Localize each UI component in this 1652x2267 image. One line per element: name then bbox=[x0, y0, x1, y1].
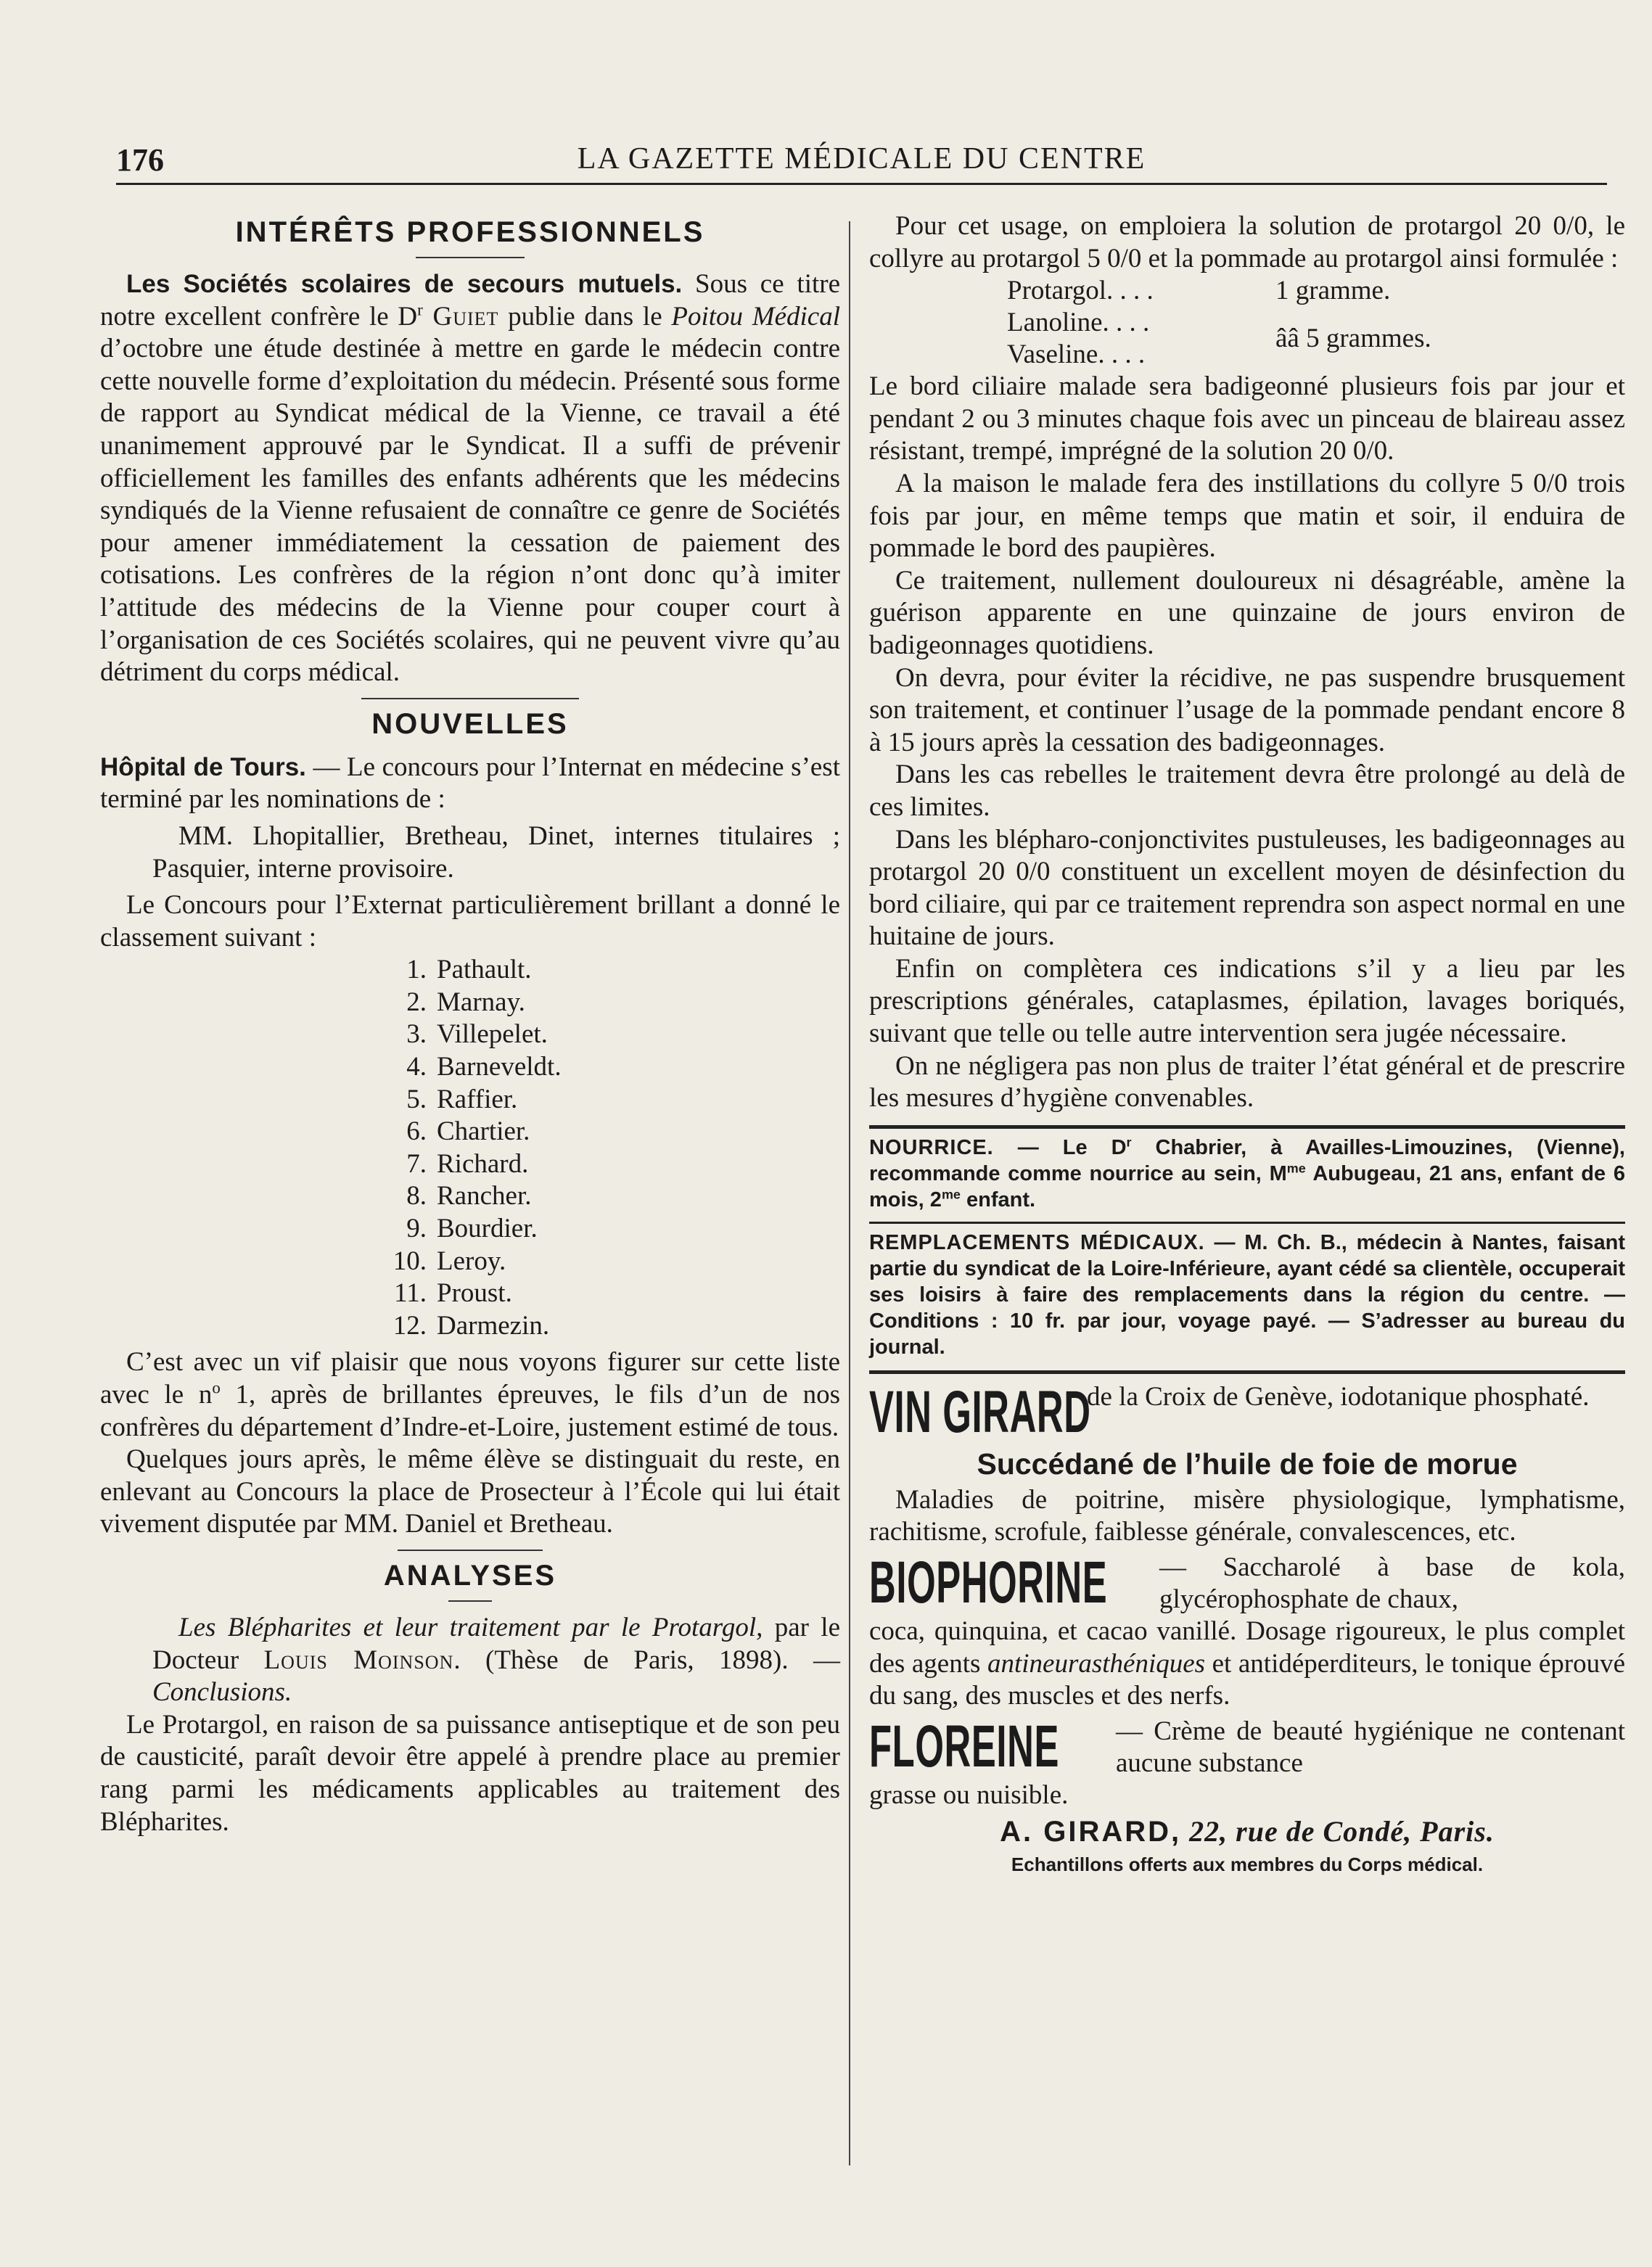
analysis-title: Les Blépharites et leur traitement par le Protargol, bbox=[178, 1612, 763, 1642]
ranking-number: 4. bbox=[406, 1052, 427, 1082]
ranking-name: Proust. bbox=[437, 1278, 512, 1309]
journal-title: LA GAZETTE MÉDICALE DU CENTRE bbox=[577, 142, 1146, 176]
ad-vin-uses: Maladies de poitrine, misère physiologique, lymphatisme, rachitisme, scrofule, faiblesse générale, convalescences, etc. bbox=[869, 1484, 1625, 1547]
ad-floreine-description: grasse ou nuisible. bbox=[869, 1780, 1069, 1810]
article-hopital-tours: Hôpital de Tours. — Le concours pour l’Internat en médecine s’est terminé par les nominations de : bbox=[100, 752, 840, 815]
separator-rule bbox=[398, 1550, 543, 1551]
ranking-name: Chartier. bbox=[437, 1116, 530, 1147]
ranking-item bbox=[369, 1180, 840, 1213]
externat-ranking-list bbox=[100, 954, 840, 1342]
ranking-number: 3. bbox=[406, 1019, 427, 1050]
analysis-paragraph-3: A la maison le malade fera des instillations du collyre 5 0/0 trois fois par jour, en même temps que matin et soir, il enduira de pommade le bord des paupières. bbox=[869, 468, 1625, 564]
conclusions-label: Conclusions. bbox=[152, 1677, 292, 1708]
ad-product-name: FLOREINE bbox=[869, 1713, 1059, 1780]
ad-biophorine-description: coca, quinquina, et cacao vanillé. Dosage rigoureux, le plus complet des agents antineurasthéniques et antidéperditeurs, le tonique éprouvé du sang, des muscles et des nerfs. bbox=[869, 1616, 1625, 1711]
ranking-name: Villepelet. bbox=[437, 1019, 548, 1050]
notice-label: NOURRICE. bbox=[869, 1135, 994, 1159]
ranking-number: 12. bbox=[393, 1310, 427, 1341]
ranking-name: Darmezin. bbox=[437, 1310, 550, 1341]
article-societes-scolaires: Les Sociétés scolaires de secours mutuels. Sous ce titre notre excellent confrère le $D^r$ Guiet publie dans le Poitou Médical d’octobre une étude destinée à mettre en garde le médecin contre cette nouvelle forme d’exploitation du médecin. Présenté sous forme de rapport au Syndicat médical de la Vienne, ce travail a été unanimement approuvé par le Syndicat. Il a suffi de prévenir officiellement les familles des enfants adhérents que les médecins syndiqués de la Vienne refusaient de connaître ce genre de Sociétés pour amener immédiatement la cessation de paiement des cotisations. Les confrères de la région n’ont donc qu’à imiter l’attitude des médecins de la Vienne pour couper court à l’organisation de ces Sociétés scolaires, qui ne peuvent vivre qu’au détriment du corps médical. bbox=[100, 269, 840, 688]
analysis-paragraph-7: Dans les blépharo-conjonctivites pustuleuses, les badigeonnages au protargol 20 0/0 constituent un excellent moyen de désinfection du bord ciliaire, qui par ce traitement reprendra son aspect normal en une huitaine de jours. bbox=[869, 824, 1625, 952]
ad-vin-girard: VIN GIRARD de la Croix de Genève, iodotanique phosphaté. bbox=[869, 1378, 1590, 1445]
externat-intro: Le Concours pour l’Externat particulièrement brillant a donné le classement suivant : bbox=[100, 890, 840, 953]
formula-row-protargol: Protargol. . . . 1 gramme. bbox=[1007, 275, 1391, 305]
ranking-name: Rancher. bbox=[437, 1181, 532, 1211]
ranking-name: Barneveldt. bbox=[437, 1052, 562, 1082]
ad-rule bbox=[869, 1370, 1625, 1374]
section-rule bbox=[416, 257, 525, 258]
analysis-paragraph-4: Ce traitement, nullement douloureux ni désagréable, amène la guérison apparente en une quinzaine de jours environ de badigeonnages quotidiens. bbox=[869, 565, 1625, 660]
ranking-number: 7. bbox=[406, 1148, 427, 1179]
analysis-paragraph-usage: Pour cet usage, on emploiera la solution de protargol 20 0/0, le collyre au protargol 5 0/0 et la pommade au protargol ainsi formulée : bbox=[869, 211, 1625, 273]
article-subhead: Hôpital de Tours. bbox=[100, 752, 306, 781]
left-column bbox=[100, 210, 840, 1838]
ad-floreine: FLOREINE — Crème de beauté hygiénique ne contenant aucune substance bbox=[869, 1713, 1625, 1780]
notice-nourrice: NOURRICE. — Le $D^r$ Chabrier, à Availles-Limouzines, (Vienne), recommande comme nourrice au sein, $M^{me}$ Aubugeau, 21 ans, enfant de 6 mois, $2^{me}$ enfant. bbox=[869, 1135, 1625, 1211]
ranking-number: 8. bbox=[406, 1181, 427, 1211]
ad-product-name: VIN GIRARD bbox=[869, 1378, 1091, 1445]
ad-vin-subtitle: Succédané de l’huile de foie de morue bbox=[977, 1447, 1518, 1481]
formula-group-aa bbox=[1007, 307, 1625, 371]
ranking-item bbox=[369, 1246, 840, 1278]
ranking-name: Leroy. bbox=[437, 1246, 506, 1276]
ranking-name: Marnay. bbox=[437, 987, 525, 1017]
ad-samples-note: Echantillons offerts aux membres du Corps médical. bbox=[1011, 1853, 1484, 1876]
ad-address: A. GIRARD, 22, rue de Condé, Paris. bbox=[1000, 1815, 1495, 1848]
analysis-author: Louis Moinson bbox=[263, 1645, 454, 1675]
ranking-number: 1. bbox=[406, 955, 427, 985]
notice-remplacements: REMPLACEMENTS MÉDICAUX. — M. Ch. B., médecin à Nantes, faisant partie du syndicat de la Loire-Inférieure, ayant cédé sa clientèle, occuperait ses loisirs à faire des remplacements dans la région du centre. — Conditions : 10 fr. par jour, voyage payé. — S’adresser au bureau du journal. bbox=[869, 1230, 1625, 1359]
notice-rule bbox=[869, 1222, 1625, 1224]
ranking-item bbox=[369, 1116, 840, 1148]
ranking-number: 6. bbox=[406, 1116, 427, 1147]
internat-nominations: MM. Lhopitallier, Bretheau, Dinet, internes titulaires ; Pasquier, interne provisoire. bbox=[152, 820, 840, 884]
section-title-analyses: ANALYSES bbox=[383, 1559, 557, 1592]
ad-biophorine: BIOPHORINE — Saccharolé à base de kola, glycérophosphate de chaux, bbox=[869, 1550, 1625, 1616]
header-rule bbox=[116, 183, 1607, 185]
ranking-item bbox=[369, 1019, 840, 1051]
ranking-number: 10. bbox=[393, 1246, 427, 1276]
ranking-number: 2. bbox=[406, 987, 427, 1017]
ranking-item bbox=[369, 1277, 840, 1310]
ranking-item bbox=[369, 987, 840, 1019]
ranking-item bbox=[369, 1051, 840, 1084]
author-name: Guiet bbox=[422, 301, 499, 332]
running-head bbox=[116, 141, 1607, 185]
paragraph-prosecteur: Quelques jours après, le même élève se distinguait du reste, en enlevant au Concours la place de Prosecteur à l’École qui lui était vivement disputée par MM. Daniel et Bretheau. bbox=[100, 1444, 840, 1539]
analysis-reference: Les Blépharites et leur traitement par le Protargol, par le Docteur Louis Moinson. (Thèse de Paris, 1898). — Conclusions. bbox=[152, 1612, 840, 1708]
analysis-paragraph-1: Le Protargol, en raison de sa puissance antiseptique et de son peu de causticité, paraît devoir être appelé à prendre place au premier rang parmi les médicaments applicables au traitement des Blépharites. bbox=[100, 1709, 840, 1837]
section-rule bbox=[448, 1600, 492, 1602]
advertisement-girard bbox=[869, 1378, 1625, 1877]
ranking-item bbox=[369, 954, 840, 987]
article-subhead: Les Sociétés scolaires de secours mutuels. bbox=[126, 270, 683, 298]
ranking-name: Pathault. bbox=[437, 955, 532, 985]
formula-lanoline: Lanoline. . . . bbox=[1007, 307, 1150, 337]
notice-rule bbox=[869, 1125, 1625, 1129]
formula-aa-quantity: ââ 5 grammes. bbox=[1275, 323, 1431, 353]
column-divider bbox=[849, 221, 850, 2165]
ad-product-name: BIOPHORINE bbox=[869, 1550, 1108, 1616]
analysis-paragraph-8: Enfin on complètera ces indications s’il y a lieu par les prescriptions générales, cataplasmes, épilation, lavages boriqués, suivant que telle ou telle autre intervention sera jugée nécessaire. bbox=[869, 953, 1625, 1049]
journal-reference: Poitou Médical bbox=[671, 301, 840, 332]
ranking-item bbox=[369, 1148, 840, 1181]
right-column bbox=[869, 210, 1625, 1877]
pommade-formula bbox=[869, 275, 1625, 371]
analysis-paragraph-5: On devra, pour éviter la récidive, ne pas suspendre brusquement son traitement, et continuer l’usage de la pommade pendant encore 8 à 15 jours après la cessation des badigeonnages. bbox=[869, 662, 1625, 757]
ranking-item bbox=[369, 1084, 840, 1116]
paragraph-felicitations: C’est avec un vif plaisir que nous voyons figurer sur cette liste avec le $n^o$ 1, après de brillantes épreuves, le fils d’un de nos confrères du département d’Indre-et-Loire, justement estimé de tous. bbox=[100, 1347, 840, 1442]
ranking-number: 5. bbox=[406, 1084, 427, 1114]
section-title-nouvelles: NOUVELLES bbox=[371, 707, 569, 740]
ranking-name: Bourdier. bbox=[437, 1214, 538, 1244]
ranking-name: Raffier. bbox=[437, 1084, 518, 1114]
section-title-interets: INTÉRÊTS PROFESSIONNELS bbox=[235, 216, 705, 248]
ranking-item bbox=[369, 1213, 840, 1246]
ranking-item bbox=[369, 1310, 840, 1343]
page-number: 176 bbox=[116, 142, 164, 178]
analysis-paragraph-9: On ne négligera pas non plus de traiter l’état général et de prescrire les mesures d’hygiène convenables. bbox=[869, 1050, 1625, 1114]
ranking-number: 9. bbox=[406, 1214, 427, 1244]
notice-label: REMPLACEMENTS MÉDICAUX. bbox=[869, 1230, 1205, 1254]
ranking-number: 11. bbox=[394, 1278, 427, 1309]
analysis-paragraph-6: Dans les cas rebelles le traitement devra être prolongé au delà de ces limites. bbox=[869, 760, 1625, 822]
ranking-name: Richard. bbox=[437, 1148, 529, 1179]
formula-vaseline: Vaseline. . . . bbox=[1007, 339, 1146, 369]
separator-rule bbox=[361, 698, 579, 699]
analysis-paragraph-2: Le bord ciliaire malade sera badigeonné plusieurs fois par jour et pendant 2 ou 3 minutes chaque fois avec un pinceau de blaireau assez résistant, trempé, imprégné de la solution 20 0/0. bbox=[869, 371, 1625, 466]
